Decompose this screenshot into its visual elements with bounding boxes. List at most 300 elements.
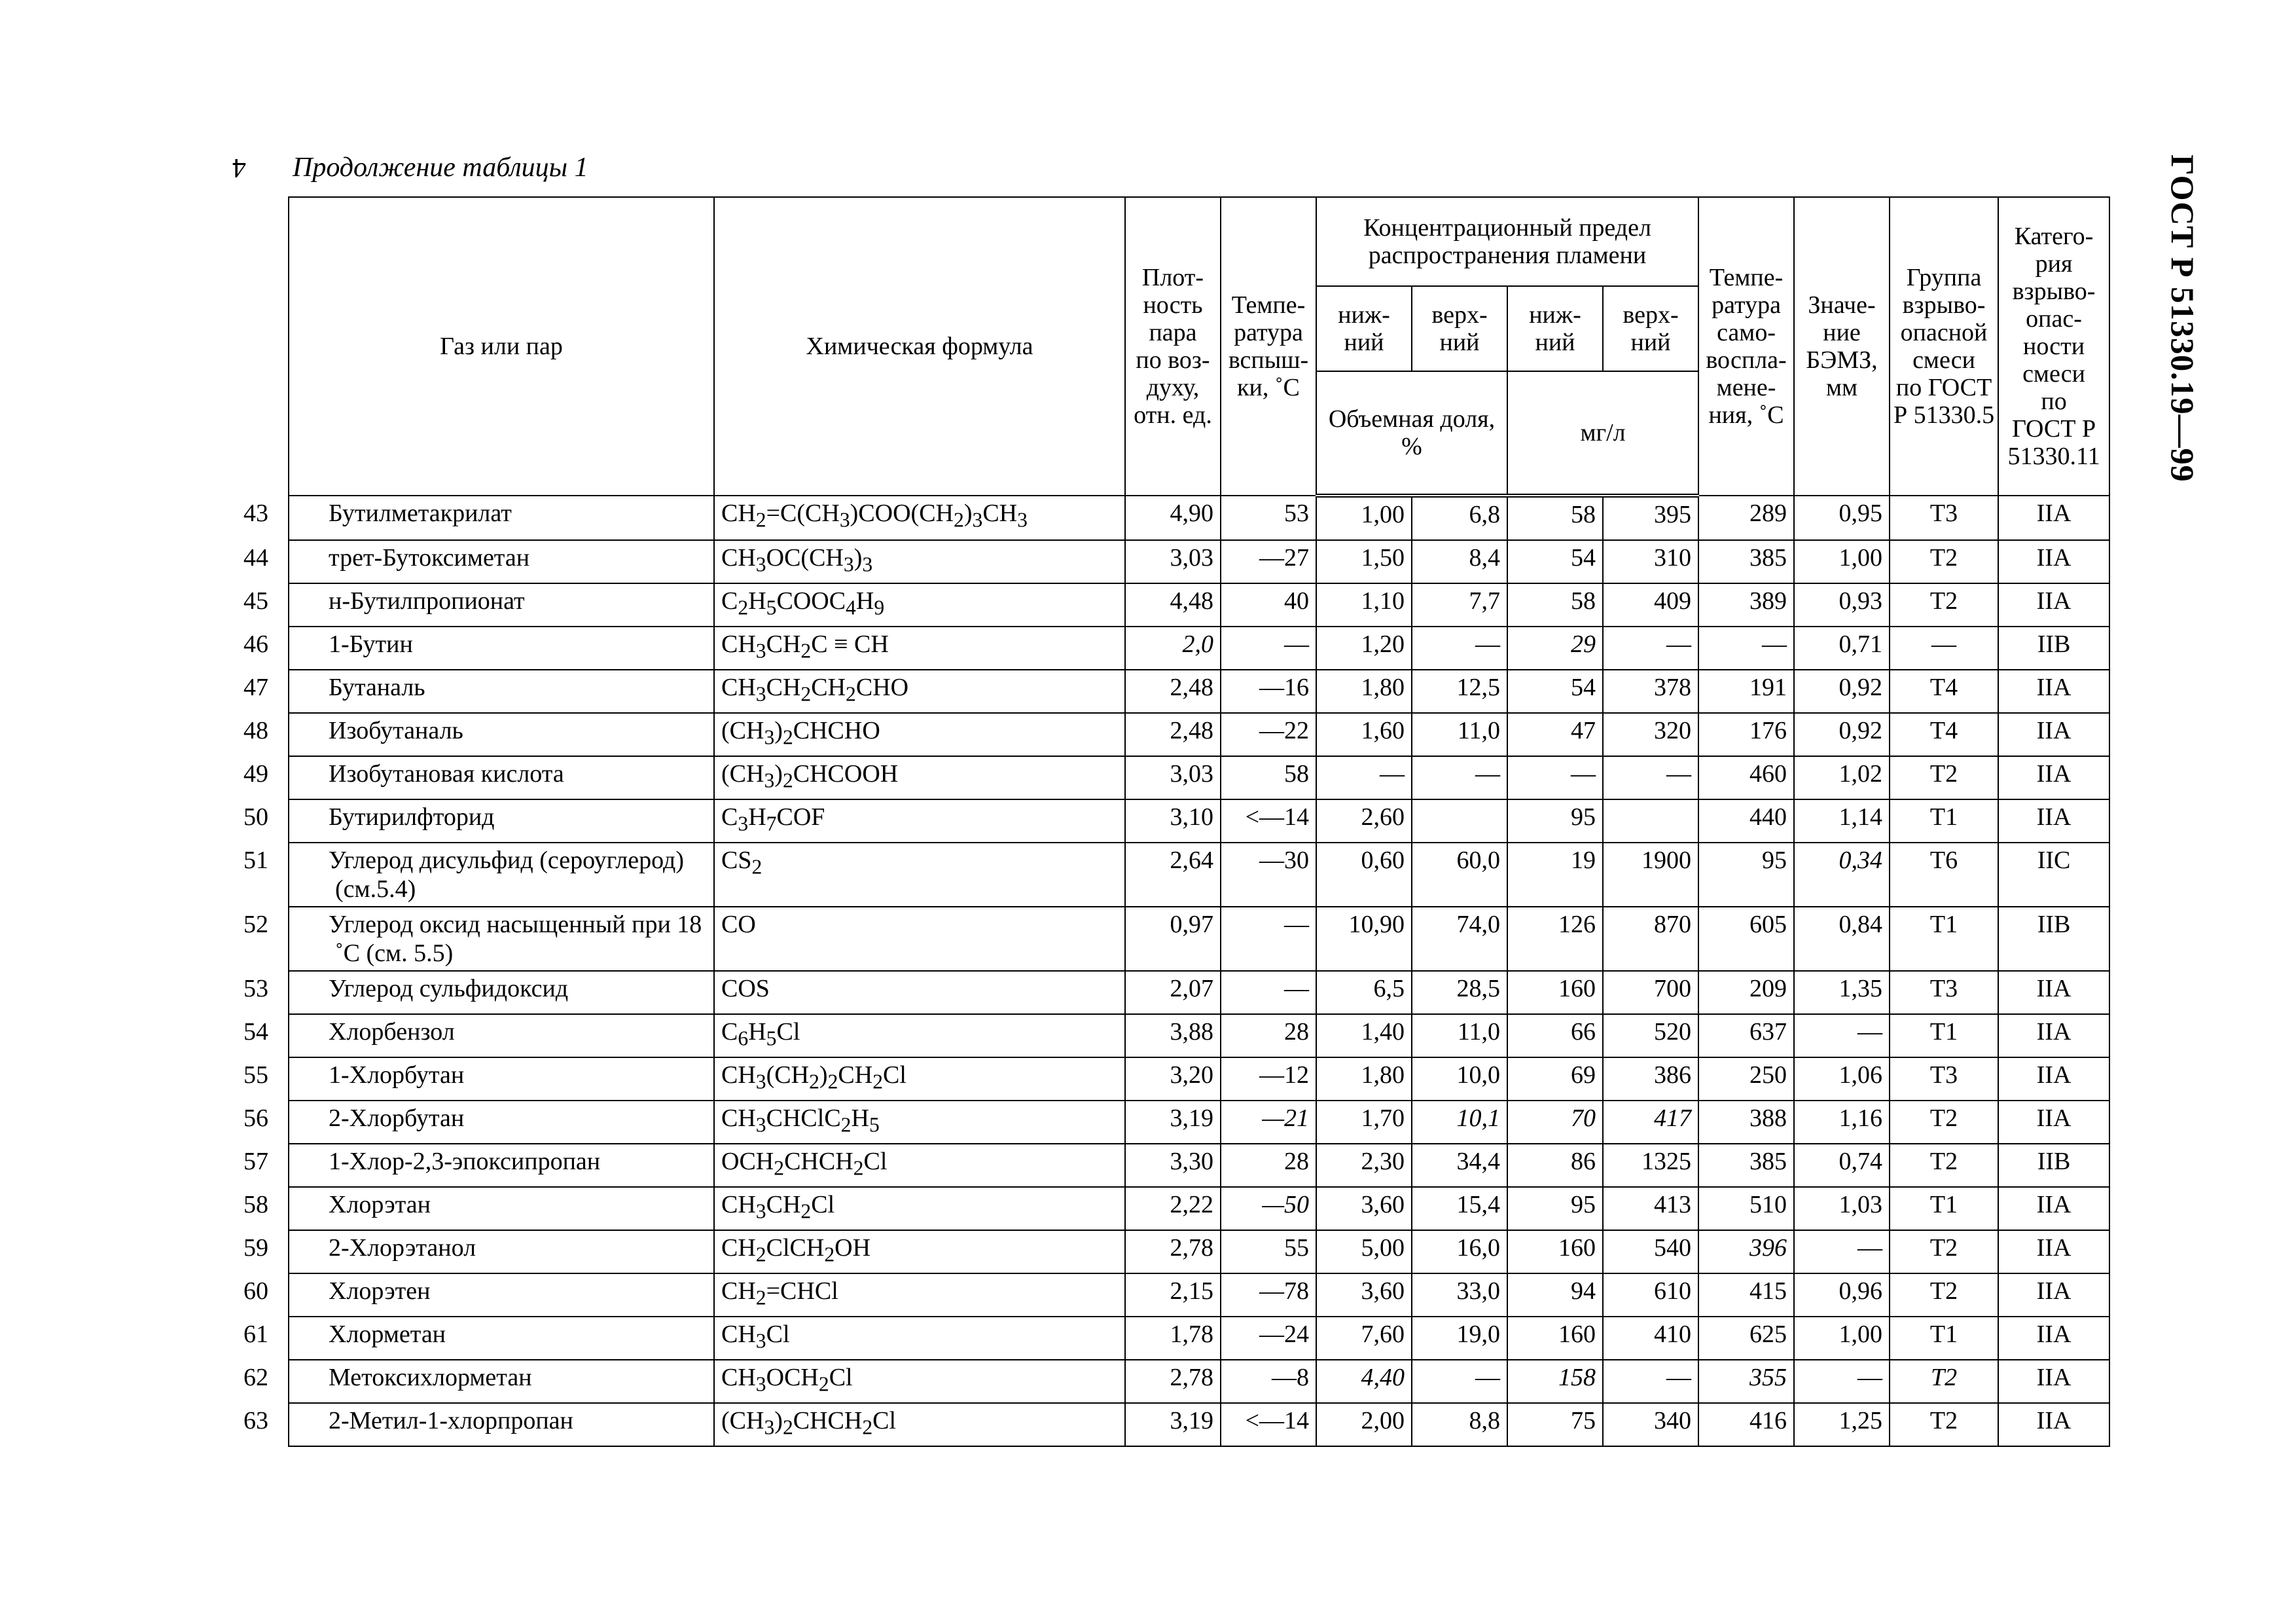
table-row xyxy=(289,1360,2109,1403)
cell-category: IIA xyxy=(1998,1057,2109,1101)
cell-bemz: 1,35 xyxy=(1794,971,1890,1014)
cell-upper-vol: 8,8 xyxy=(1412,1403,1507,1446)
row-number: 52 xyxy=(243,911,268,938)
cell-explosion-group: Т2 xyxy=(1890,583,1998,627)
cell-explosion-group: Т4 xyxy=(1890,670,1998,713)
cell-bemz: 0,95 xyxy=(1794,496,1890,540)
cell-autoignition: 385 xyxy=(1698,1144,1794,1187)
row-number: 48 xyxy=(243,717,268,744)
page-number: 4 xyxy=(232,153,246,183)
cell-flash-point: 28 xyxy=(1221,1014,1316,1057)
cell-autoignition: 440 xyxy=(1698,799,1794,843)
cell-lower-mgl: 158 xyxy=(1507,1360,1603,1403)
cell-category: IIA xyxy=(1998,1187,2109,1230)
cell-lower-vol: 6,5 xyxy=(1316,971,1412,1014)
cell-autoignition: 95 xyxy=(1698,843,1794,907)
cell-density: 2,22 xyxy=(1125,1187,1221,1230)
row-number: 45 xyxy=(243,587,268,615)
cell-category: IIA xyxy=(1998,670,2109,713)
row-number: 59 xyxy=(243,1234,268,1262)
cell-explosion-group: Т2 xyxy=(1890,1230,1998,1273)
cell-upper-mgl: 409 xyxy=(1603,583,1698,627)
chemical-formula: $(CH_3)_2CHCH_2Cl$ xyxy=(714,1403,1125,1446)
cell-explosion-group: Т1 xyxy=(1890,907,1998,971)
cell-density: 3,30 xyxy=(1125,1144,1221,1187)
row-number: 62 xyxy=(243,1364,268,1391)
cell-bemz: 0,96 xyxy=(1794,1273,1890,1317)
header-density: Плот- ность пара по воз- духу, отн. ед. xyxy=(1125,197,1221,496)
gas-name: 54 Хлорбензол xyxy=(289,1014,714,1057)
cell-upper-mgl: 413 xyxy=(1603,1187,1698,1230)
row-number: 61 xyxy=(243,1321,268,1348)
cell-explosion-group: Т1 xyxy=(1890,1317,1998,1360)
cell-upper-vol: 7,7 xyxy=(1412,583,1507,627)
cell-bemz: 0,71 xyxy=(1794,627,1890,670)
cell-upper-vol: — xyxy=(1412,1360,1507,1403)
cell-flash-point: —27 xyxy=(1221,540,1316,583)
cell-autoignition: 250 xyxy=(1698,1057,1794,1101)
cell-upper-mgl: 540 xyxy=(1603,1230,1698,1273)
cell-upper-vol: 6,8 xyxy=(1412,496,1507,540)
cell-upper-vol: 10,0 xyxy=(1412,1057,1507,1101)
cell-bemz: 1,14 xyxy=(1794,799,1890,843)
row-number: 43 xyxy=(243,500,268,527)
cell-category: IIA xyxy=(1998,1317,2109,1360)
cell-upper-mgl: — xyxy=(1603,1360,1698,1403)
row-number: 49 xyxy=(243,760,268,788)
gas-name: 58 Хлорэтан xyxy=(289,1187,714,1230)
cell-upper-vol: 60,0 xyxy=(1412,843,1507,907)
cell-explosion-group: Т3 xyxy=(1890,971,1998,1014)
chemical-formula: $CH_3CHClC_2H_5$ xyxy=(714,1101,1125,1144)
chemical-formula: $CH_2=CHCl$ xyxy=(714,1273,1125,1317)
table-row xyxy=(289,583,2109,627)
cell-density: 3,19 xyxy=(1125,1403,1221,1446)
cell-upper-mgl: 410 xyxy=(1603,1317,1698,1360)
gas-name: 62 Метоксихлорметан xyxy=(289,1360,714,1403)
table-row xyxy=(289,1057,2109,1101)
cell-lower-mgl: 160 xyxy=(1507,971,1603,1014)
cell-density: 2,78 xyxy=(1125,1360,1221,1403)
cell-upper-vol: — xyxy=(1412,756,1507,799)
gas-name: 57 1-Хлор-2,3-эпоксипропан xyxy=(289,1144,714,1187)
cell-autoignition: 396 xyxy=(1698,1230,1794,1273)
cell-density: 4,48 xyxy=(1125,583,1221,627)
cell-lower-mgl: 86 xyxy=(1507,1144,1603,1187)
cell-explosion-group: Т1 xyxy=(1890,1187,1998,1230)
cell-autoignition: 625 xyxy=(1698,1317,1794,1360)
cell-upper-mgl: 386 xyxy=(1603,1057,1698,1101)
cell-bemz: 0,92 xyxy=(1794,670,1890,713)
cell-flash-point: 28 xyxy=(1221,1144,1316,1187)
gas-name: 56 2-Хлорбутан xyxy=(289,1101,714,1144)
cell-upper-vol: 15,4 xyxy=(1412,1187,1507,1230)
cell-lower-vol: 0,60 xyxy=(1316,843,1412,907)
cell-bemz: 1,06 xyxy=(1794,1057,1890,1101)
cell-explosion-group: Т2 xyxy=(1890,1360,1998,1403)
cell-explosion-group: Т2 xyxy=(1890,540,1998,583)
cell-autoignition: 355 xyxy=(1698,1360,1794,1403)
row-number: 56 xyxy=(243,1104,268,1132)
chemical-formula: $(CH_3)_2CHCHO$ xyxy=(714,713,1125,756)
cell-category: IIA xyxy=(1998,540,2109,583)
cell-density: 3,03 xyxy=(1125,756,1221,799)
cell-flash-point: —8 xyxy=(1221,1360,1316,1403)
cell-flash-point: —50 xyxy=(1221,1187,1316,1230)
cell-bemz: 1,16 xyxy=(1794,1101,1890,1144)
gas-name: 43 Бутилметакрилат xyxy=(289,496,714,540)
cell-lower-vol: 1,40 xyxy=(1316,1014,1412,1057)
header-gas: Газ или пар xyxy=(289,197,714,496)
cell-lower-mgl: — xyxy=(1507,756,1603,799)
cell-explosion-group: Т2 xyxy=(1890,1101,1998,1144)
header-lower-vol: ниж- ний xyxy=(1316,286,1412,371)
header-volume-fraction: Объемная доля, % xyxy=(1316,371,1507,496)
chemical-formula: $CH_3CH_2CH_2CHO$ xyxy=(714,670,1125,713)
gas-name: 49 Изобутановая кислота xyxy=(289,756,714,799)
cell-explosion-group: Т6 xyxy=(1890,843,1998,907)
cell-explosion-group: — xyxy=(1890,627,1998,670)
cell-density: 3,20 xyxy=(1125,1057,1221,1101)
row-number: 54 xyxy=(243,1018,268,1046)
cell-lower-mgl: 126 xyxy=(1507,907,1603,971)
gas-name: 52 Углерод оксид насыщенный при 18 ˚С (см. 5.5) xyxy=(289,907,714,971)
cell-explosion-group: Т1 xyxy=(1890,1014,1998,1057)
cell-lower-vol: — xyxy=(1316,756,1412,799)
cell-lower-mgl: 95 xyxy=(1507,1187,1603,1230)
cell-density: 3,88 xyxy=(1125,1014,1221,1057)
cell-bemz: — xyxy=(1794,1230,1890,1273)
cell-upper-mgl: 340 xyxy=(1603,1403,1698,1446)
cell-category: IIB xyxy=(1998,627,2109,670)
cell-bemz: 0,92 xyxy=(1794,713,1890,756)
cell-lower-mgl: 54 xyxy=(1507,540,1603,583)
cell-flash-point: —16 xyxy=(1221,670,1316,713)
table-row xyxy=(289,540,2109,583)
gas-name: 63 2-Метил-1-хлорпропан xyxy=(289,1403,714,1446)
cell-upper-mgl: 870 xyxy=(1603,907,1698,971)
table-row xyxy=(289,799,2109,843)
cell-upper-mgl: 610 xyxy=(1603,1273,1698,1317)
table-row xyxy=(289,1187,2109,1230)
cell-category: IIA xyxy=(1998,1360,2109,1403)
cell-flash-point: <—14 xyxy=(1221,799,1316,843)
chemical-formula: $C_3H_7COF$ xyxy=(714,799,1125,843)
header-lower-mgl: ниж- ний xyxy=(1507,286,1603,371)
cell-autoignition: 176 xyxy=(1698,713,1794,756)
cell-lower-mgl: 19 xyxy=(1507,843,1603,907)
cell-lower-mgl: 58 xyxy=(1507,496,1603,540)
chemical-formula: COS xyxy=(714,971,1125,1014)
cell-autoignition: — xyxy=(1698,627,1794,670)
cell-autoignition: 389 xyxy=(1698,583,1794,627)
cell-flash-point: — xyxy=(1221,971,1316,1014)
cell-bemz: 1,02 xyxy=(1794,756,1890,799)
table-row xyxy=(289,670,2109,713)
gas-name: 55 1-Хлорбутан xyxy=(289,1057,714,1101)
chemical-formula: $CH_3CH_2Cl$ xyxy=(714,1187,1125,1230)
cell-category: IIA xyxy=(1998,1014,2109,1057)
cell-density: 2,64 xyxy=(1125,843,1221,907)
row-number: 57 xyxy=(243,1148,268,1175)
cell-lower-mgl: 58 xyxy=(1507,583,1603,627)
cell-autoignition: 605 xyxy=(1698,907,1794,971)
cell-lower-mgl: 29 xyxy=(1507,627,1603,670)
cell-autoignition: 209 xyxy=(1698,971,1794,1014)
cell-lower-vol: 1,70 xyxy=(1316,1101,1412,1144)
cell-bemz: 1,00 xyxy=(1794,540,1890,583)
cell-lower-vol: 1,60 xyxy=(1316,713,1412,756)
cell-lower-vol: 5,00 xyxy=(1316,1230,1412,1273)
chemical-formula: $CH_3(CH_2)_2CH_2Cl$ xyxy=(714,1057,1125,1101)
cell-explosion-group: Т2 xyxy=(1890,1273,1998,1317)
cell-upper-vol: 34,4 xyxy=(1412,1144,1507,1187)
cell-upper-mgl: 1325 xyxy=(1603,1144,1698,1187)
chemical-formula: $OCH_2CHCH_2Cl$ xyxy=(714,1144,1125,1187)
table-row xyxy=(289,496,2109,540)
cell-upper-mgl: 1900 xyxy=(1603,843,1698,907)
cell-flash-point: <—14 xyxy=(1221,1403,1316,1446)
cell-explosion-group: Т3 xyxy=(1890,1057,1998,1101)
cell-flash-point: 53 xyxy=(1221,496,1316,540)
cell-upper-vol: 28,5 xyxy=(1412,971,1507,1014)
cell-upper-vol xyxy=(1412,799,1507,843)
cell-lower-vol: 1,00 xyxy=(1316,496,1412,540)
cell-category: IIB xyxy=(1998,1144,2109,1187)
cell-upper-mgl: — xyxy=(1603,627,1698,670)
table-row xyxy=(289,1101,2109,1144)
row-number: 58 xyxy=(243,1191,268,1218)
cell-explosion-group: Т2 xyxy=(1890,756,1998,799)
cell-category: IIA xyxy=(1998,1273,2109,1317)
header-autoignition: Темпе- ратура само- воспла- мене- ния, ˚С xyxy=(1698,197,1794,496)
chemical-formula: $CS_2$ xyxy=(714,843,1125,907)
cell-explosion-group: Т3 xyxy=(1890,496,1998,540)
cell-density: 1,78 xyxy=(1125,1317,1221,1360)
row-number: 53 xyxy=(243,975,268,1002)
cell-flash-point: — xyxy=(1221,627,1316,670)
cell-lower-vol: 2,00 xyxy=(1316,1403,1412,1446)
gas-name: 45 н-Бутилпропионат xyxy=(289,583,714,627)
cell-flash-point: 55 xyxy=(1221,1230,1316,1273)
cell-lower-vol: 1,20 xyxy=(1316,627,1412,670)
cell-density: 2,07 xyxy=(1125,971,1221,1014)
table-row xyxy=(289,1014,2109,1057)
cell-lower-vol: 7,60 xyxy=(1316,1317,1412,1360)
cell-density: 3,19 xyxy=(1125,1101,1221,1144)
cell-density: 2,48 xyxy=(1125,713,1221,756)
header-mg-per-l: мг/л xyxy=(1507,371,1698,496)
cell-density: 3,10 xyxy=(1125,799,1221,843)
cell-explosion-group: Т2 xyxy=(1890,1403,1998,1446)
cell-upper-vol: 11,0 xyxy=(1412,1014,1507,1057)
cell-flash-point: —78 xyxy=(1221,1273,1316,1317)
row-number: 60 xyxy=(243,1277,268,1305)
row-number: 63 xyxy=(243,1407,268,1434)
cell-upper-vol: 33,0 xyxy=(1412,1273,1507,1317)
cell-density: 3,03 xyxy=(1125,540,1221,583)
cell-category: IIA xyxy=(1998,1230,2109,1273)
cell-category: IIA xyxy=(1998,1101,2109,1144)
gas-name: 48 Изобутаналь xyxy=(289,713,714,756)
cell-lower-mgl: 160 xyxy=(1507,1317,1603,1360)
cell-explosion-group: Т2 xyxy=(1890,1144,1998,1187)
cell-density: 2,15 xyxy=(1125,1273,1221,1317)
table-row xyxy=(289,843,2109,907)
gas-name: 53 Углерод сульфидоксид xyxy=(289,971,714,1014)
cell-density: 0,97 xyxy=(1125,907,1221,971)
cell-category: IIA xyxy=(1998,799,2109,843)
header-explosion-group: Группа взрыво- опасной смеси по ГОСТ Р 51330.5 xyxy=(1890,197,1998,496)
table-row xyxy=(289,1273,2109,1317)
table-row xyxy=(289,971,2109,1014)
row-number: 46 xyxy=(243,630,268,658)
cell-autoignition: 460 xyxy=(1698,756,1794,799)
cell-flash-point: —12 xyxy=(1221,1057,1316,1101)
cell-category: IIA xyxy=(1998,713,2109,756)
row-number: 51 xyxy=(243,847,268,874)
table-row xyxy=(289,1144,2109,1187)
cell-flash-point: —22 xyxy=(1221,713,1316,756)
cell-category: IIA xyxy=(1998,496,2109,540)
cell-bemz: 0,34 xyxy=(1794,843,1890,907)
cell-density: 2,78 xyxy=(1125,1230,1221,1273)
table-body xyxy=(243,496,2109,1446)
header-bemz: Значе- ние БЭМЗ, мм xyxy=(1794,197,1890,496)
cell-lower-vol: 10,90 xyxy=(1316,907,1412,971)
cell-bemz: 1,25 xyxy=(1794,1403,1890,1446)
cell-upper-vol: 12,5 xyxy=(1412,670,1507,713)
cell-bemz: 0,84 xyxy=(1794,907,1890,971)
cell-upper-vol: 10,1 xyxy=(1412,1101,1507,1144)
chemical-formula: $C_2H_5COOC_4H_9$ xyxy=(714,583,1125,627)
cell-autoignition: 388 xyxy=(1698,1101,1794,1144)
cell-autoignition: 416 xyxy=(1698,1403,1794,1446)
cell-upper-vol: 16,0 xyxy=(1412,1230,1507,1273)
header-upper-vol: верх- ний xyxy=(1412,286,1507,371)
cell-upper-mgl: — xyxy=(1603,756,1698,799)
cell-lower-vol: 2,60 xyxy=(1316,799,1412,843)
gas-name: 61 Хлорметан xyxy=(289,1317,714,1360)
cell-upper-vol: 74,0 xyxy=(1412,907,1507,971)
cell-upper-vol: — xyxy=(1412,627,1507,670)
cell-category: IIA xyxy=(1998,971,2109,1014)
cell-lower-vol: 1,80 xyxy=(1316,1057,1412,1101)
chemical-formula: $CH_2=C(CH_3)COO(CH_2)_3CH_3$ xyxy=(714,496,1125,540)
cell-upper-mgl xyxy=(1603,799,1698,843)
cell-upper-mgl: 520 xyxy=(1603,1014,1698,1057)
cell-lower-vol: 2,30 xyxy=(1316,1144,1412,1187)
cell-upper-mgl: 395 xyxy=(1603,496,1698,540)
gas-name: 51 Углерод дисульфид (сероуглерод) (см.5.4) xyxy=(289,843,714,907)
cell-lower-vol: 1,10 xyxy=(1316,583,1412,627)
table-row xyxy=(289,627,2109,670)
header-flash-point: Темпе- ратура вспыш- ки, ˚С xyxy=(1221,197,1316,496)
cell-lower-vol: 1,50 xyxy=(1316,540,1412,583)
table-row xyxy=(289,713,2109,756)
cell-lower-mgl: 66 xyxy=(1507,1014,1603,1057)
gas-name: 60 Хлорэтен xyxy=(289,1273,714,1317)
cell-category: IIA xyxy=(1998,1403,2109,1446)
table-row xyxy=(289,1230,2109,1273)
cell-upper-mgl: 378 xyxy=(1603,670,1698,713)
cell-lower-vol: 3,60 xyxy=(1316,1273,1412,1317)
cell-lower-mgl: 70 xyxy=(1507,1101,1603,1144)
cell-explosion-group: Т1 xyxy=(1890,799,1998,843)
cell-bemz: — xyxy=(1794,1360,1890,1403)
cell-lower-mgl: 160 xyxy=(1507,1230,1603,1273)
cell-lower-mgl: 47 xyxy=(1507,713,1603,756)
cell-autoignition: 415 xyxy=(1698,1273,1794,1317)
row-number: 44 xyxy=(243,544,268,572)
cell-lower-vol: 3,60 xyxy=(1316,1187,1412,1230)
cell-lower-mgl: 69 xyxy=(1507,1057,1603,1101)
table-row xyxy=(289,1317,2109,1360)
cell-lower-vol: 4,40 xyxy=(1316,1360,1412,1403)
cell-explosion-group: Т4 xyxy=(1890,713,1998,756)
chemical-formula: $CH_3OCH_2Cl$ xyxy=(714,1360,1125,1403)
cell-upper-mgl: 700 xyxy=(1603,971,1698,1014)
cell-category: IIA xyxy=(1998,583,2109,627)
cell-flash-point: —30 xyxy=(1221,843,1316,907)
cell-upper-vol: 8,4 xyxy=(1412,540,1507,583)
chemical-formula: $CH_3Cl$ xyxy=(714,1317,1125,1360)
header-formula: Химическая формула xyxy=(714,197,1125,496)
table-row xyxy=(289,907,2109,971)
document-code: ГОСТ Р 51330.19—99 xyxy=(2164,155,2201,483)
cell-flash-point: 58 xyxy=(1221,756,1316,799)
row-number: 55 xyxy=(243,1061,268,1089)
cell-autoignition: 637 xyxy=(1698,1014,1794,1057)
chemical-formula: CO xyxy=(714,907,1125,971)
cell-flash-point: —24 xyxy=(1221,1317,1316,1360)
cell-lower-mgl: 54 xyxy=(1507,670,1603,713)
gas-name: 46 1-Бутин xyxy=(289,627,714,670)
cell-upper-mgl: 310 xyxy=(1603,540,1698,583)
header-upper-mgl: верх- ний xyxy=(1603,286,1698,371)
cell-category: IIC xyxy=(1998,843,2109,907)
cell-bemz: 0,74 xyxy=(1794,1144,1890,1187)
cell-flash-point: —21 xyxy=(1221,1101,1316,1144)
cell-upper-mgl: 320 xyxy=(1603,713,1698,756)
data-table xyxy=(243,196,2110,1447)
cell-autoignition: 191 xyxy=(1698,670,1794,713)
chemical-formula: $CH_3CH_2C$ ≡ CH xyxy=(714,627,1125,670)
cell-density: 2,0 xyxy=(1125,627,1221,670)
chemical-formula: $C_6H_5Cl$ xyxy=(714,1014,1125,1057)
cell-flash-point: — xyxy=(1221,907,1316,971)
cell-flash-point: 40 xyxy=(1221,583,1316,627)
chemical-formula: $CH_2ClCH_2OH$ xyxy=(714,1230,1125,1273)
table-row xyxy=(289,756,2109,799)
cell-lower-mgl: 94 xyxy=(1507,1273,1603,1317)
cell-autoignition: 385 xyxy=(1698,540,1794,583)
cell-autoignition: 510 xyxy=(1698,1187,1794,1230)
cell-lower-vol: 1,80 xyxy=(1316,670,1412,713)
cell-lower-mgl: 75 xyxy=(1507,1403,1603,1446)
chemical-formula: $(CH_3)_2CHCOOH$ xyxy=(714,756,1125,799)
gas-name: 50 Бутирилфторид xyxy=(289,799,714,843)
header-category: Катего- рия взрыво- опас- ности смеси по ГОСТ Р 51330.11 xyxy=(1998,197,2109,496)
cell-bemz: 1,00 xyxy=(1794,1317,1890,1360)
table-caption: Продолжение таблицы 1 xyxy=(293,153,588,183)
gas-name: 47 Бутаналь xyxy=(289,670,714,713)
gas-name: 59 2-Хлорэтанол xyxy=(289,1230,714,1273)
row-number: 47 xyxy=(243,674,268,701)
chemical-formula: $CH_3OC(CH_3)_3$ xyxy=(714,540,1125,583)
cell-density: 2,48 xyxy=(1125,670,1221,713)
table-row xyxy=(289,1403,2109,1446)
